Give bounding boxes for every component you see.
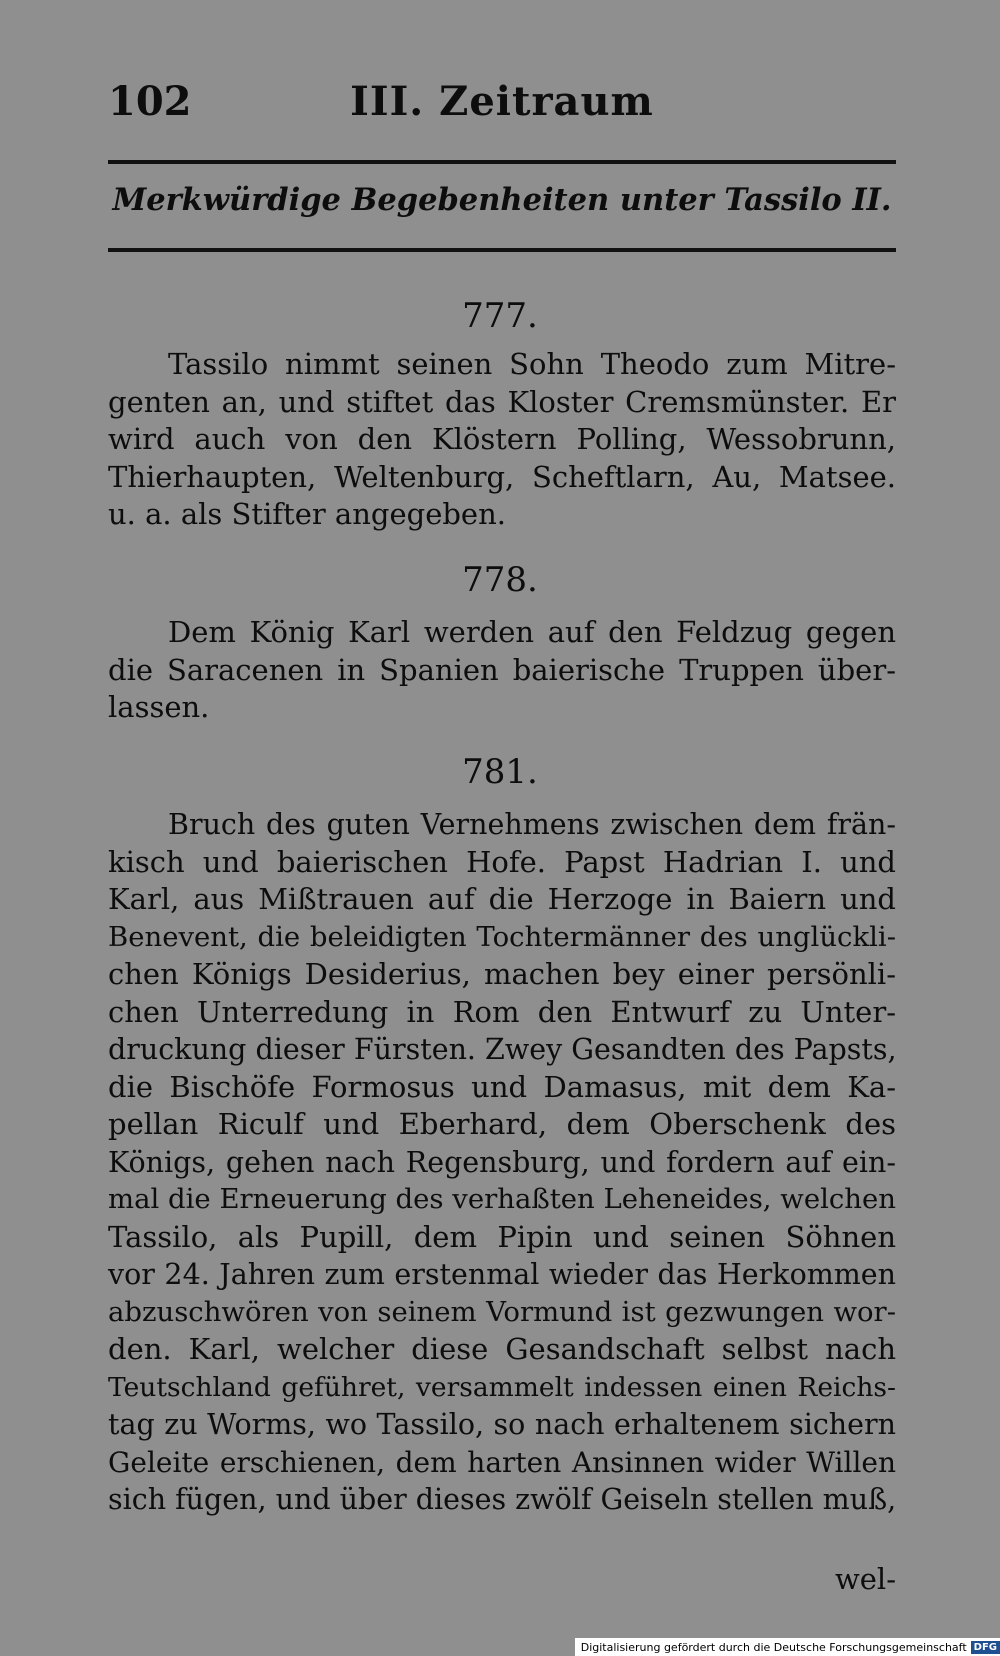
dfg-logo-icon: DFG: [971, 1641, 1000, 1654]
text-line: Benevent, die beleidigten Tochtermänner des unglückli-: [108, 920, 896, 953]
text-line: tag zu Worms, wo Tassilo, so nach erhaltenem sichern: [108, 1408, 896, 1441]
page-number: 102: [108, 78, 192, 125]
header-rule: [108, 160, 896, 164]
entry-781-text: [108, 806, 896, 1519]
entry-778-text: [108, 614, 896, 727]
text-line: die Saracenen in Spanien baierische Truppen über-: [108, 652, 896, 687]
text-line: Karl, aus Mißtrauen auf die Herzoge in Baiern und: [108, 882, 896, 916]
entry-777-text: [108, 346, 896, 534]
text-line: druckung dieser Fürsten. Zwey Gesandten des Papsts,: [108, 1033, 897, 1066]
text-line: lassen.: [108, 690, 210, 724]
text-line: Tassilo, als Pupill, dem Pipin und seinen Söhnen: [108, 1219, 896, 1254]
text-line: chen Königs Desiderius, machen bey einer persönli-: [108, 957, 896, 991]
text-line: genten an, und stiftet das Kloster Cremsmünster. Er: [108, 384, 896, 419]
text-line: den. Karl, welcher diese Gesandschaft selbst nach: [108, 1332, 896, 1366]
title-rule: [108, 248, 896, 252]
text-line: Teutschland geführet, versammelt indessen einen Reichs-: [108, 1371, 896, 1403]
year-heading-778: 778.: [462, 560, 538, 600]
text-line: vor 24. Jahren zum erstenmal wieder das Herkommen: [108, 1258, 896, 1291]
text-line: die Bischöfe Formosus und Damasus, mit dem Ka-: [108, 1069, 896, 1104]
digitization-footer: [575, 1638, 1000, 1656]
text-line: Thierhaupten, Weltenburg, Scheftlarn, Au, Matsee.: [108, 459, 896, 494]
footer-credit: Digitalisierung gefördert durch die Deutsche Forschungsgemeinschaft: [580, 1640, 967, 1654]
text-line: Bruch des guten Vernehmens zwischen dem frän-: [168, 808, 896, 841]
section-title: Merkwürdige Begebenheiten unter Tassilo II.: [112, 182, 892, 218]
text-line: Königs, gehen nach Regensburg, und fordern auf ein-: [108, 1145, 896, 1179]
text-line: chen Unterredung in Rom den Entwurf zu Unter-: [108, 994, 896, 1029]
text-line: Dem König Karl werden auf den Feldzug gegen: [168, 615, 896, 649]
text-line: Tassilo nimmt seinen Sohn Theodo zum Mitre-: [168, 347, 896, 381]
text-line: wird auch von den Klöstern Polling, Wessobrunn,: [108, 422, 896, 456]
text-line: mal die Erneuerung des verhaßten Leheneides, welchen: [108, 1183, 896, 1215]
text-line: kisch und baierischen Hofe. Papst Hadrian I. und: [108, 844, 896, 879]
text-line: abzuschwören von seinem Vormund ist gezwungen wor-: [108, 1295, 896, 1328]
page-header: [108, 78, 896, 138]
text-line: sich fügen, und über dieses zwölf Geiseln stellen muß,: [108, 1483, 897, 1516]
text-line: Geleite erschienen, dem harten Ansinnen wider Willen: [108, 1445, 896, 1479]
year-heading-777: 777.: [462, 296, 538, 336]
catchword: wel-: [834, 1562, 896, 1596]
text-line: u. a. als Stifter angegeben.: [108, 497, 506, 531]
year-heading-781: 781.: [462, 752, 538, 792]
running-head: III. Zeitraum: [350, 78, 654, 125]
text-line: pellan Riculf und Eberhard, dem Oberschenk des: [108, 1107, 896, 1141]
